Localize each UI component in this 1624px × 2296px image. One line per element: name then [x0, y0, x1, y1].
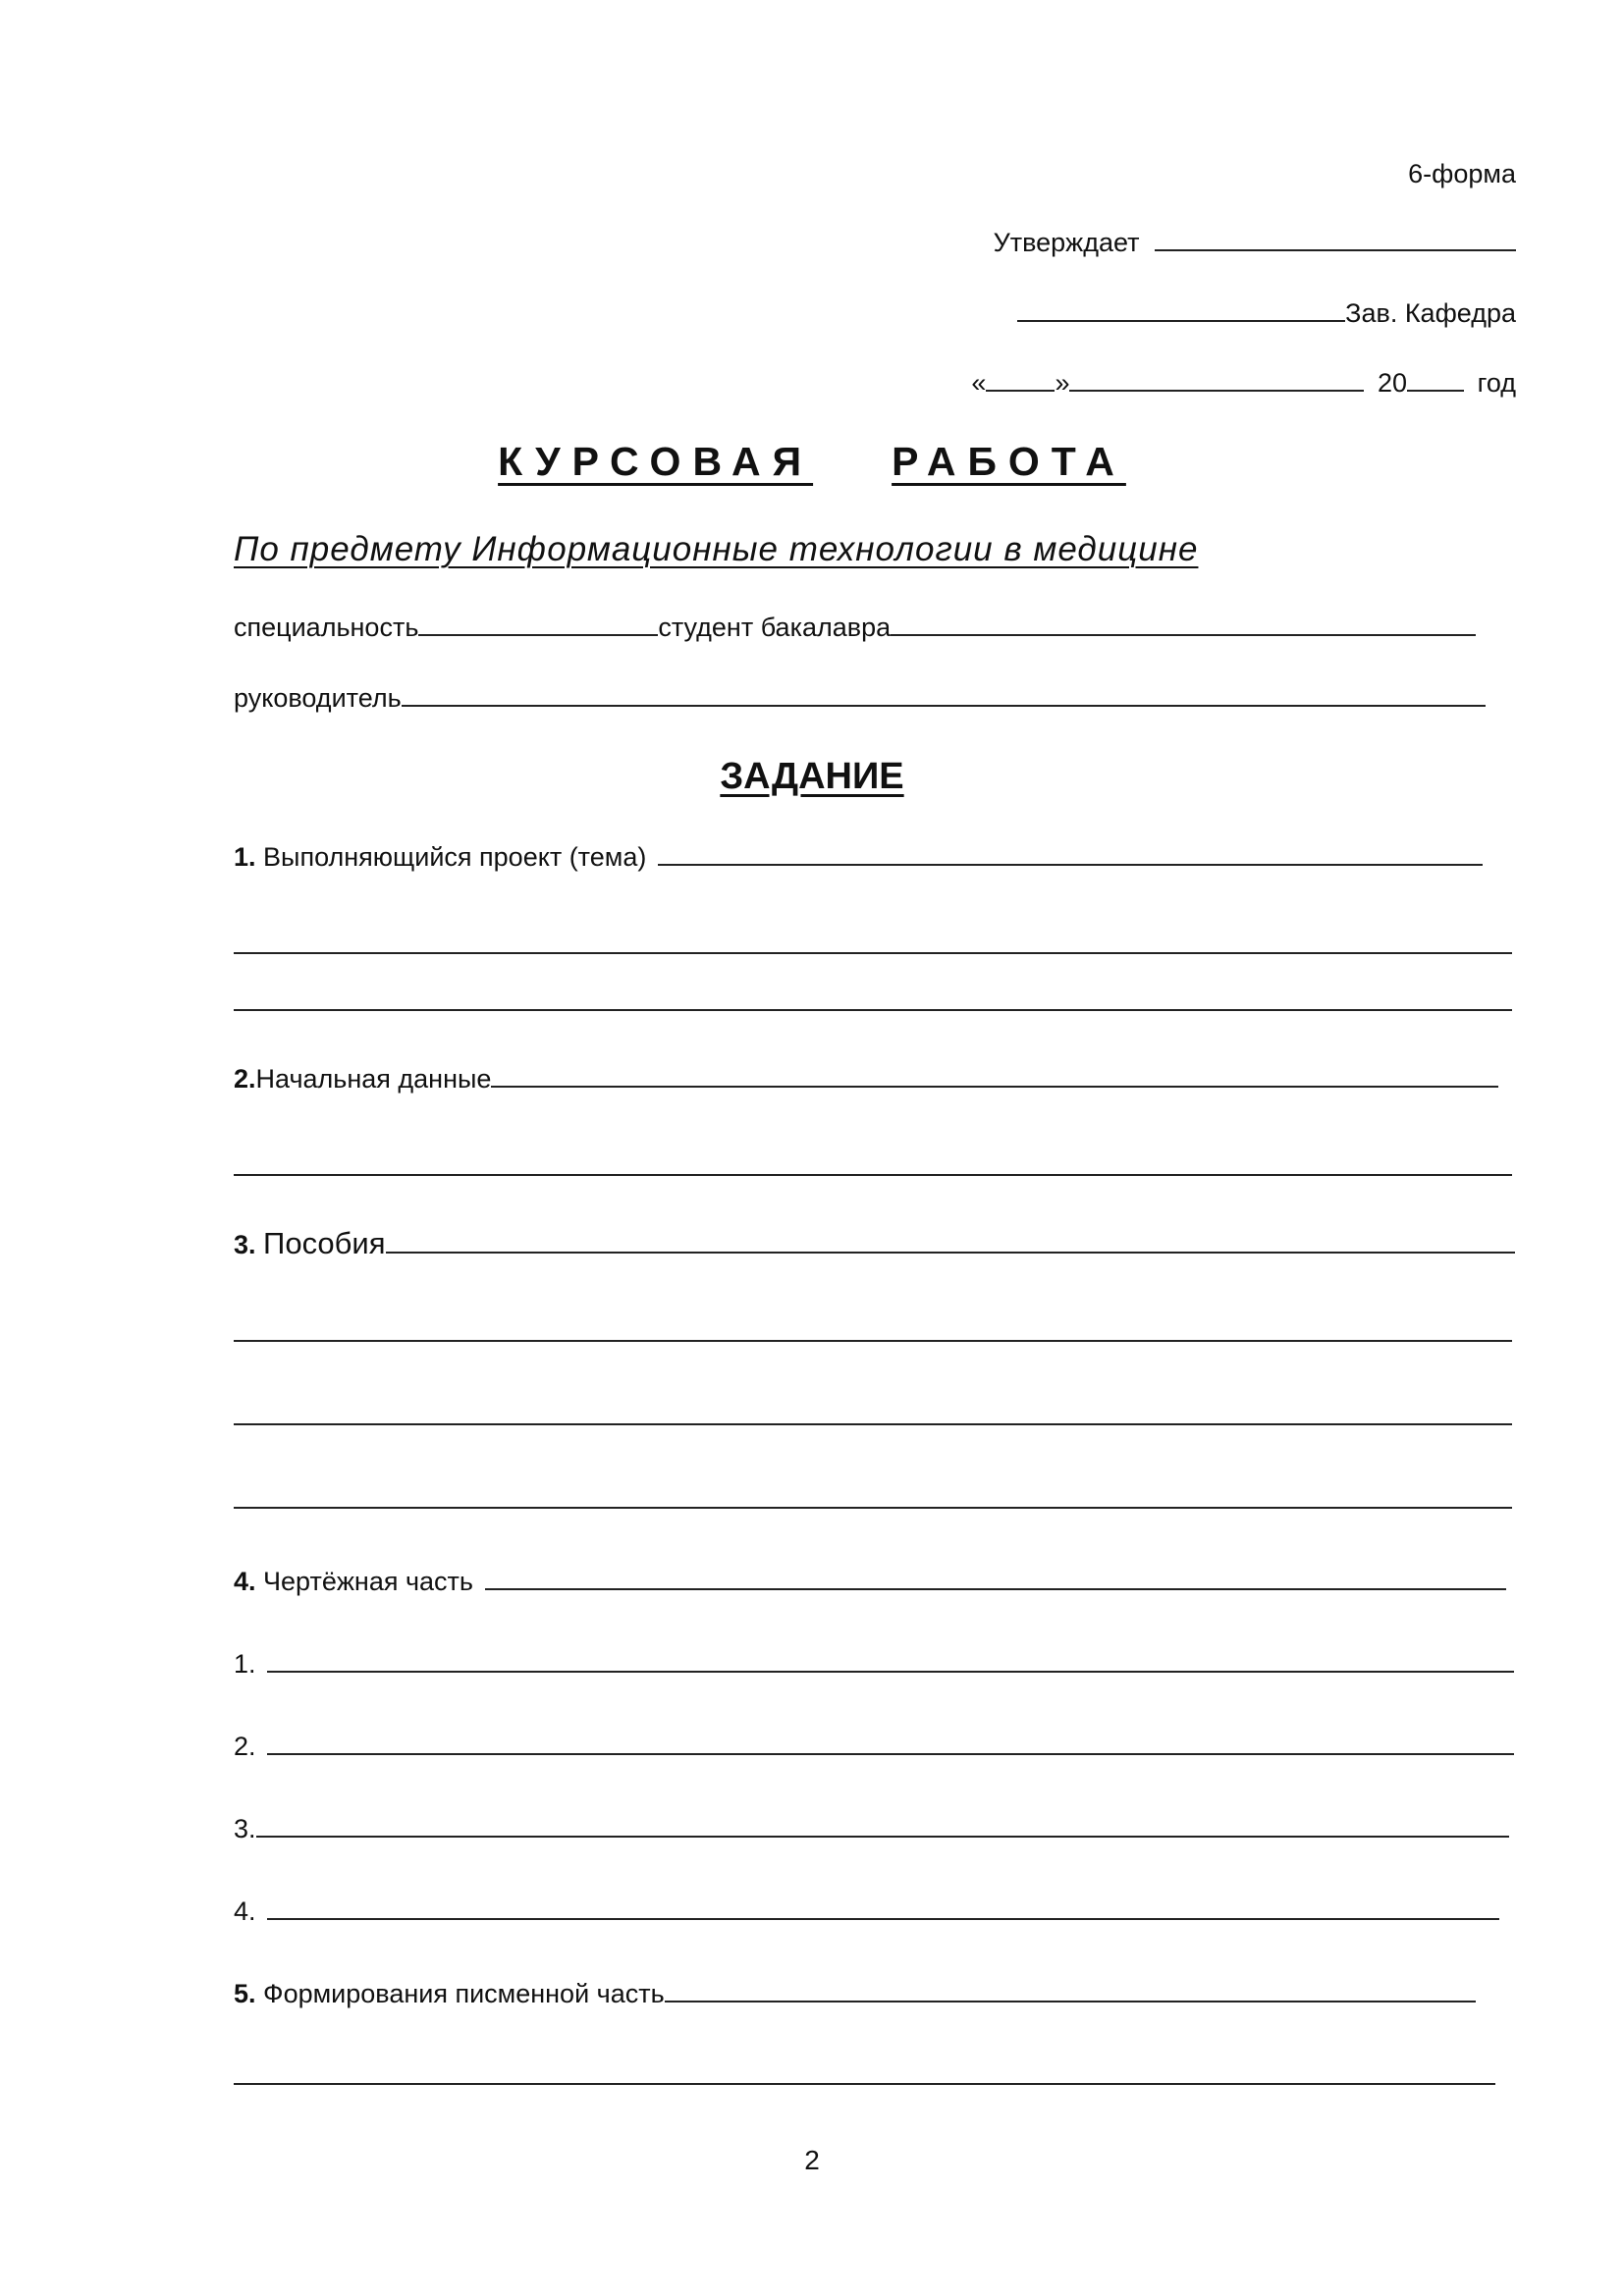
supervisor-line	[234, 681, 1486, 715]
section-4-item-1-blank	[267, 1647, 1514, 1673]
page-number: 2	[804, 2145, 820, 2175]
head-signature-blank	[1017, 296, 1345, 322]
section-4-item-1-number: 1.	[234, 1649, 256, 1679]
section-5-blank	[665, 1977, 1476, 2002]
year-prefix: 20	[1378, 368, 1408, 398]
section-3-rule-1	[234, 1340, 1512, 1342]
approve-label: Утверждает	[993, 228, 1140, 257]
section-4-item-2	[234, 1730, 1514, 1763]
task-heading: ЗАДАНИЕ	[720, 756, 904, 797]
head-of-department-line	[1017, 296, 1516, 330]
day-blank	[986, 366, 1055, 392]
section-4-item-4-number: 4.	[234, 1896, 256, 1926]
specialty-blank	[418, 611, 658, 636]
section-1-blank	[658, 840, 1483, 866]
section-1-number: 1.	[234, 842, 256, 872]
section-4-item-4	[234, 1895, 1499, 1928]
section-1-line	[234, 840, 1483, 874]
section-1-label: Выполняющийся проект (тема)	[263, 842, 647, 872]
section-4-item-3-number: 3.	[234, 1814, 256, 1843]
section-4-item-3	[234, 1812, 1509, 1845]
section-2-number: 2.	[234, 1064, 256, 1094]
date-line	[971, 366, 1516, 400]
specialty-label: специальность	[234, 613, 419, 642]
section-4-label: Чертёжная часть	[263, 1567, 473, 1596]
section-5-line	[234, 1977, 1476, 2010]
date-open-quote: «	[971, 368, 987, 398]
section-3-number: 3.	[234, 1230, 256, 1259]
title-word-1: КУРСОВАЯ	[498, 439, 814, 484]
approve-blank	[1155, 226, 1516, 251]
form-label: 6-форма	[1408, 159, 1516, 188]
section-3-line	[234, 1227, 1515, 1261]
student-blank	[891, 611, 1476, 636]
title-word-2: РАБОТА	[892, 439, 1126, 484]
section-4-item-2-blank	[267, 1730, 1514, 1755]
approval-line	[994, 226, 1516, 259]
year-suffix: год	[1477, 368, 1516, 398]
section-4-item-2-number: 2.	[234, 1732, 256, 1761]
date-close-quote: »	[1055, 368, 1070, 398]
month-blank	[1069, 366, 1364, 392]
section-4-item-4-blank	[267, 1895, 1499, 1920]
section-1-rule-2	[234, 1009, 1512, 1011]
section-4-item-3-blank	[256, 1812, 1509, 1838]
section-3-rule-2	[234, 1423, 1512, 1425]
section-2-blank	[491, 1062, 1498, 1088]
section-3-rule-3	[234, 1507, 1512, 1509]
supervisor-label: руководитель	[234, 683, 402, 713]
head-label: Зав. Кафедра	[1345, 298, 1516, 328]
student-label: студент бакалавра	[658, 613, 892, 642]
section-4-line	[234, 1565, 1506, 1598]
section-3-blank	[386, 1228, 1515, 1254]
section-5-label: Формирования писменной часть	[263, 1979, 665, 2008]
subject-line: По предмету Информационные технологии в медицине	[234, 530, 1199, 568]
document-title	[0, 439, 1624, 485]
year-blank	[1407, 366, 1464, 392]
section-2-label: Начальная данные	[255, 1064, 492, 1094]
section-4-number: 4.	[234, 1567, 256, 1596]
section-4-blank	[485, 1565, 1506, 1590]
section-3-label: Пособия	[263, 1226, 386, 1260]
section-5-rule-1	[234, 2083, 1495, 2085]
specialty-student-line	[234, 611, 1476, 644]
section-1-rule-1	[234, 952, 1512, 954]
section-2-line	[234, 1062, 1498, 1095]
supervisor-blank	[402, 681, 1486, 707]
section-4-item-1	[234, 1647, 1514, 1681]
section-2-rule-1	[234, 1174, 1512, 1176]
section-5-number: 5.	[234, 1979, 256, 2008]
